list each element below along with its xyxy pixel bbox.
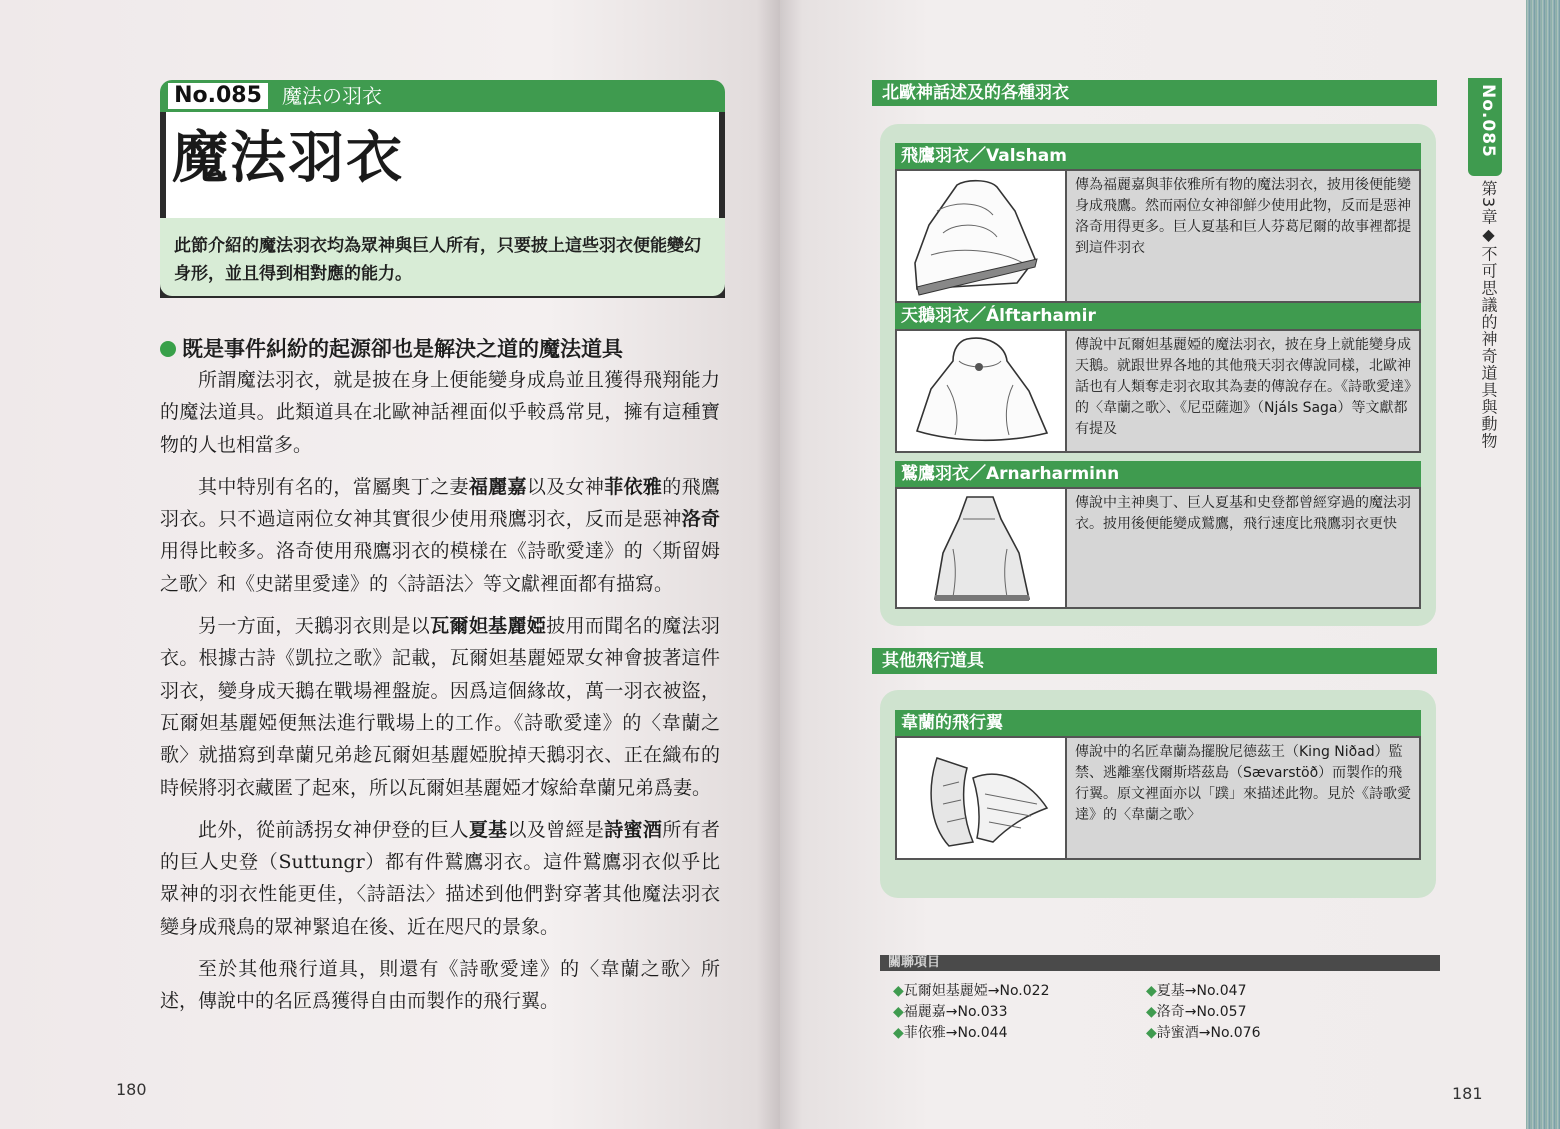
related-item[interactable]: ◆福麗嘉→No.033 — [893, 1004, 1008, 1020]
section-bar-feather-cloaks: 北歐神話述及的各種羽衣 — [872, 80, 1437, 106]
card-text: 傳說中的名匠韋蘭為擺脫尼德茲王（King Niðad）監禁、逃離塞伐爾斯塔茲島（Sævarstöð）而製作的飛行翼。原文裡面亦以「蹼」來描述此物。見於《詩歌愛達》的〈韋蘭之歌〉 — [1067, 738, 1419, 858]
card-body — [895, 329, 1421, 453]
related-item[interactable]: ◆瓦爾妲基麗婭→No.022 — [893, 983, 1050, 999]
emphasized-name: 夏基 — [468, 818, 508, 841]
body-paragraph: 所謂魔法羽衣，就是披在身上便能變身成鳥並且獲得飛翔能力的魔法道具。此類道具在北歐神話裡面似乎較爲常見，擁有這種寶物的人也相當多。 — [160, 369, 720, 456]
related-item[interactable]: ◆洛奇→No.057 — [1146, 1004, 1247, 1020]
eagle-cloak-icon — [897, 489, 1067, 607]
body-text — [160, 364, 720, 1028]
diamond-icon: ◆ — [893, 1025, 904, 1041]
related-items-bar — [880, 955, 1440, 971]
side-tab-number: No.085 — [1478, 84, 1498, 158]
chapter-side-tab — [1468, 78, 1502, 176]
emphasized-name: 洛奇 — [681, 508, 720, 531]
related-items-label: 關聯項目 — [888, 955, 941, 970]
entry-number: No.085 — [168, 83, 268, 109]
emphasized-name: 詩蜜酒 — [604, 818, 663, 841]
card-arnarharminn — [895, 461, 1421, 611]
section-bar-other-items: 其他飛行道具 — [872, 648, 1437, 674]
card-heading: 鷲鷹羽衣／Arnarharminn — [895, 461, 1421, 487]
entry-subtitle: 魔法の羽衣 — [282, 84, 382, 108]
diamond-icon: ◆ — [1146, 1004, 1157, 1020]
card-heading: 天鵝羽衣／Álftarhamir — [895, 303, 1421, 329]
section-heading — [160, 333, 720, 363]
chapter-title: 第3章◆不可思議的神奇道具與動物 — [1479, 180, 1498, 450]
card-body — [895, 169, 1421, 303]
card-body — [895, 487, 1421, 609]
card-text: 傳為福麗嘉與菲依雅所有物的魔法羽衣，披用後便能變身成飛鷹。然而兩位女神卻鮮少使用此物，反而是惡神洛奇用得更多。巨人夏基和巨人芬葛尼爾的故事裡都提到這件羽衣 — [1067, 171, 1419, 301]
bullet-icon — [160, 341, 176, 357]
card-weyland-wings — [895, 710, 1421, 860]
related-item[interactable]: ◆夏基→No.047 — [1146, 983, 1247, 999]
related-item[interactable]: ◆菲依雅→No.044 — [893, 1025, 1008, 1041]
card-body — [895, 736, 1421, 860]
diamond-icon: ◆ — [1146, 983, 1157, 999]
page-edges — [1526, 0, 1560, 1129]
card-alftarhamir — [895, 303, 1421, 457]
section-heading-text: 既是事件糾紛的起源卻也是解決之道的魔法道具 — [182, 337, 623, 361]
body-paragraph: 此外，從前誘拐女神伊登的巨人夏基以及曾經是詩蜜酒所有者的巨人史登（Suttungr）都有件鷲鷹羽衣。這件鷲鷹羽衣似乎比眾神的羽衣性能更佳，〈詩語法〉描述到他們對穿著其他魔法羽衣變身成飛鳥的眾神緊追在後、近在咫尺的景象。 — [160, 818, 720, 938]
page-number-left: 180 — [116, 1080, 147, 1099]
card-heading: 韋蘭的飛行翼 — [895, 710, 1421, 736]
related-item[interactable]: ◆詩蜜酒→No.076 — [1146, 1025, 1261, 1041]
summary: 此節介紹的魔法羽衣均為眾神與巨人所有，只要披上這些羽衣便能變幻身形，並且得到相對應的能力。 — [160, 218, 725, 296]
emphasized-name: 菲依雅 — [604, 475, 663, 498]
entry-header-bar — [160, 80, 725, 112]
feather-cape-icon — [897, 171, 1067, 301]
body-paragraph: 另一方面，天鵝羽衣則是以瓦爾妲基麗婭披用而聞名的魔法羽衣。根據古詩《凱拉之歌》記載，瓦爾妲基麗婭眾女神會披著這件羽衣，變身成天鵝在戰場裡盤旋。因爲這個緣故，萬一羽衣被盜，瓦爾妲基麗婭便無法進行戰場上的工作。《詩歌愛達》的〈韋蘭之歌〉就描寫到韋蘭兄弟趁瓦爾妲基麗婭脫掉天鵝羽衣、正在織布的時候將羽衣藏匿了起來，所以瓦爾妲基麗婭才嫁給韋蘭兄弟爲妻。 — [160, 615, 720, 799]
emphasized-name: 福麗嘉 — [468, 475, 527, 498]
swan-cloak-icon — [897, 331, 1067, 451]
emphasized-name: 瓦爾妲基麗婭 — [430, 615, 547, 638]
card-heading: 飛鷹羽衣／Valsham — [895, 143, 1421, 169]
card-valsham — [895, 143, 1421, 303]
page-title: 魔法羽衣 — [172, 126, 404, 191]
card-text: 傳說中瓦爾妲基麗婭的魔法羽衣，披在身上就能變身成天鵝。就跟世界各地的其他飛天羽衣傳說同樣，北歐神話也有人類奪走羽衣取其為妻的傳說存在。《詩歌愛達》的〈韋蘭之歌〉、《尼亞薩迦》（Njáls Saga）等文獻都有提及 — [1067, 331, 1419, 451]
diamond-icon: ◆ — [893, 983, 904, 999]
body-paragraph: 其中特別有名的，當屬奧丁之妻福麗嘉以及女神菲依雅的飛鷹羽衣。只不過這兩位女神其實很少使用飛鷹羽衣，反而是惡神洛奇用得比較多。洛奇使用飛鷹羽衣的模樣在《詩歌愛達》的〈斯留姆之歌〉和《史諾里愛達》的〈詩語法〉等文獻裡面都有描寫。 — [160, 475, 720, 595]
page-number-right: 181 — [1452, 1084, 1483, 1103]
wings-icon — [897, 738, 1067, 858]
body-paragraph: 至於其他飛行道具，則還有《詩歌愛達》的〈韋蘭之歌〉所述，傳說中的名匠爲獲得自由而製作的飛行翼。 — [160, 958, 720, 1013]
diamond-icon: ◆ — [1146, 1025, 1157, 1041]
card-text: 傳說中主神奧丁、巨人夏基和史登都曾經穿過的魔法羽衣。披用後便能變成鷲鷹，飛行速度比飛鷹羽衣更快 — [1067, 489, 1419, 607]
diamond-icon: ◆ — [893, 1004, 904, 1020]
